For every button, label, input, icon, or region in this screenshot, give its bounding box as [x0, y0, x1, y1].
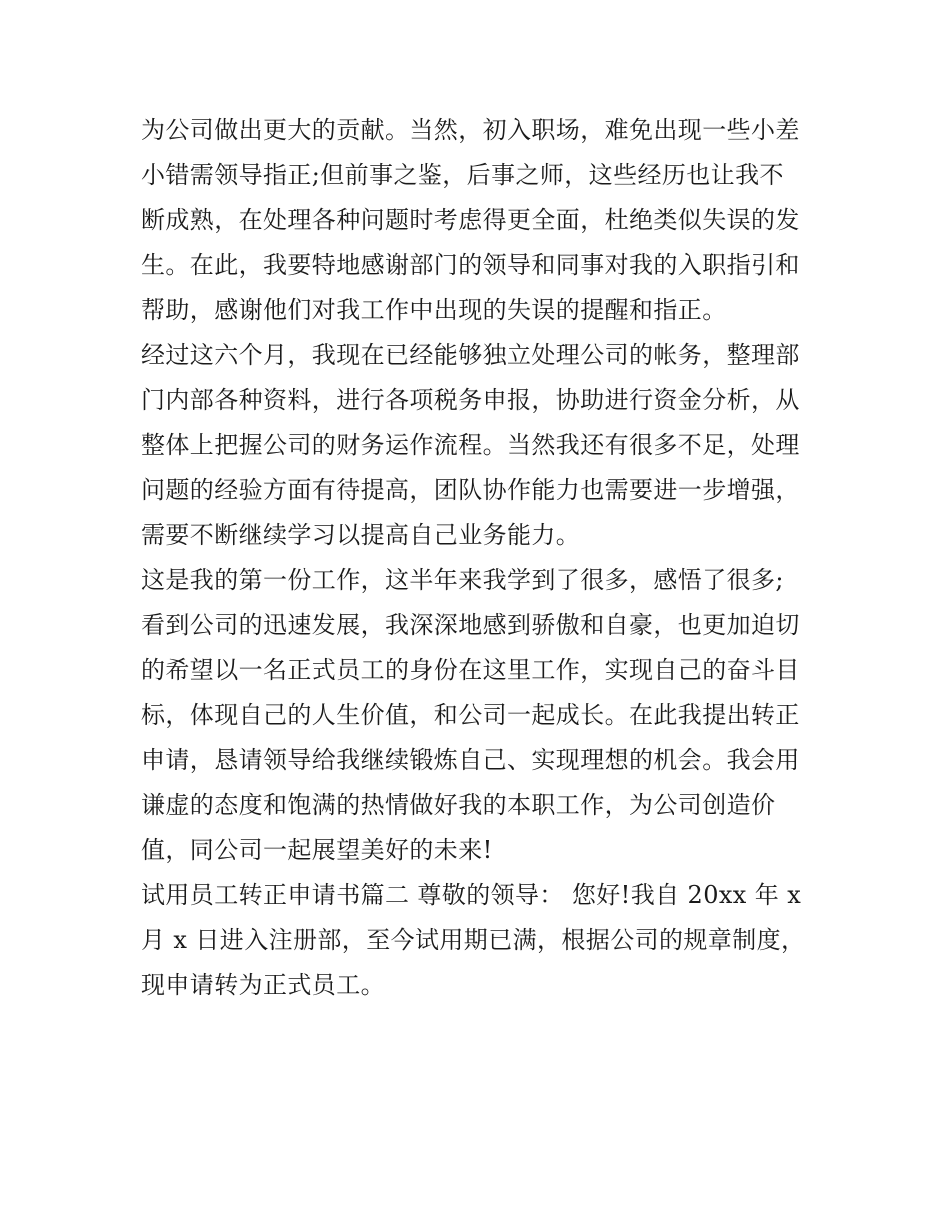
paragraph-1 [141, 108, 821, 333]
text-line: 帮助，感谢他们对我工作中出现的失误的提醒和指正。 [141, 296, 727, 324]
text-line: 为公司做出更大的贡献。当然，初入职场，难免出现一些小差 [141, 116, 800, 144]
text-line: 值，同公司一起展望美好的未来! [141, 836, 493, 864]
text-line: 小错需领导指正;但前事之鉴，后事之师，这些经历也让我不 [141, 161, 784, 189]
text-line: 问题的经验方面有待提高，团队协作能力也需要进一步增强， [141, 476, 800, 504]
text-line: 断成熟，在处理各种问题时考虑得更全面，杜绝类似失误的发 [141, 206, 800, 234]
text-line: 生。在此，我要特地感谢部门的领导和同事对我的入职指引和 [141, 251, 800, 279]
text-line: 的希望以一名正式员工的身份在这里工作，实现自己的奋斗目 [141, 656, 800, 684]
text-line: 现申请转为正式员工。 [141, 971, 385, 999]
text-line: 门内部各种资料，进行各项税务申报，协助进行资金分析，从 [141, 386, 800, 414]
text-line: 整体上把握公司的财务运作流程。当然我还有很多不足，处理 [141, 431, 800, 459]
text-line: 看到公司的迅速发展，我深深地感到骄傲和自豪，也更加迫切 [141, 611, 800, 639]
text-line: 谦虚的态度和饱满的热情做好我的本职工作，为公司创造价 [141, 791, 776, 819]
paragraph-3 [141, 558, 821, 873]
text-line: 需要不断继续学习以提高自己业务能力。 [141, 521, 581, 549]
document-body [141, 108, 821, 1008]
text-line: 月 x 日进入注册部，至今试用期已满，根据公司的规章制度， [141, 926, 806, 954]
text-line: 标，体现自己的人生价值，和公司一起成长。在此我提出转正 [141, 701, 800, 729]
text-line: 经过这六个月，我现在已经能够独立处理公司的帐务，整理部 [141, 341, 800, 369]
text-line: 试用员工转正申请书篇二 尊敬的领导： 您好!我自 20xx 年 x [141, 881, 802, 909]
text-line: 这是我的第一份工作，这半年来我学到了很多，感悟了很多; [141, 566, 784, 594]
text-line: 申请，恳请领导给我继续锻炼自己、实现理想的机会。我会用 [141, 746, 800, 774]
paragraph-2 [141, 333, 821, 558]
paragraph-4 [141, 873, 821, 1008]
